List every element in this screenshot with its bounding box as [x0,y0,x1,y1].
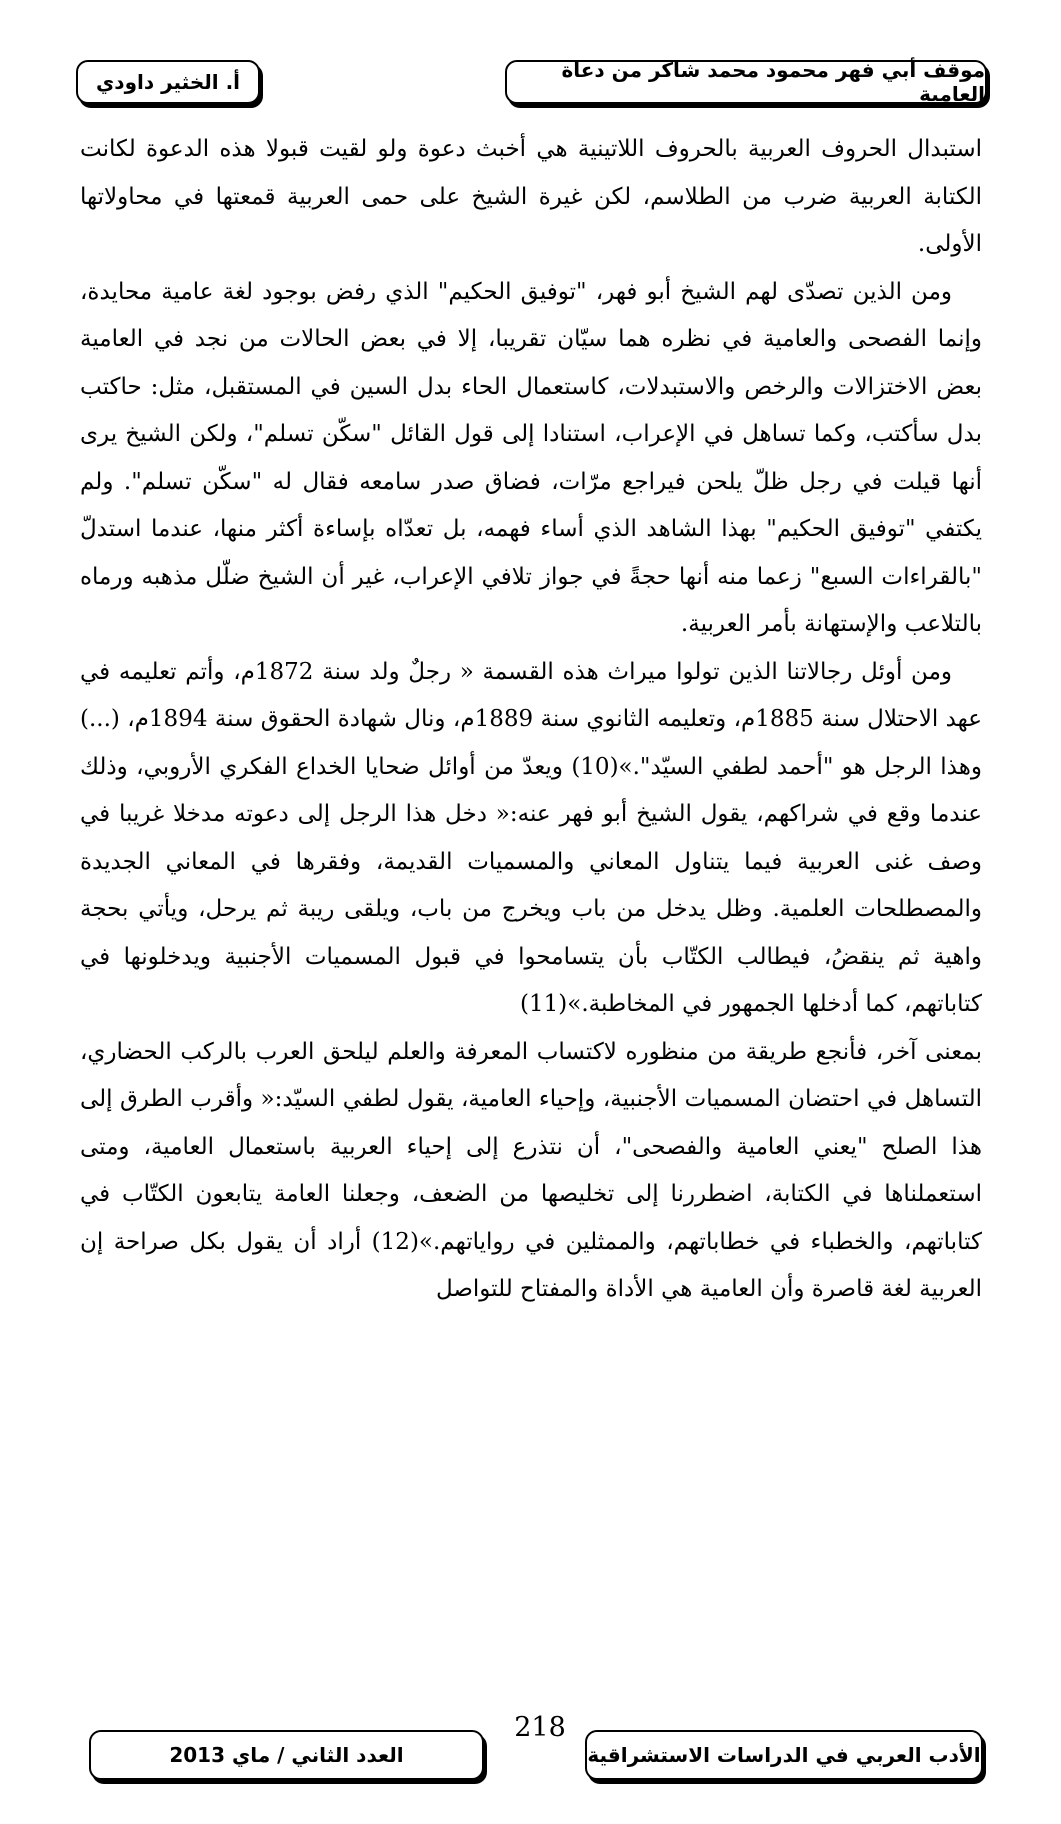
header-author: أ. الخثير داودي [95,70,241,94]
paragraph-1: استبدال الحروف العربية بالحروف اللاتينية هي أخبث دعوة ولو لقيت قبولا هذه الدعوة لكانت الكتابة العربية ضرب من الطلاسم، لكن غيرة الشيخ على حمى العربية قمعتها في محاولاتها الأولى. [80,136,982,257]
paragraph-4: بمعنى آخر، فأنجع طريقة من منظوره لاكتساب المعرفة والعلم ليلحق العرب بالركب الحضاري، التساهل في احتضان المسميات الأجنبية، وإحياء العامية، يقول لطفي السيّد:« وأقرب الطرق إلى هذا الصلح "يعني العامية والفصحى"، أن نتذرع إلى إحياء العربية باستعمال العامية، ومتى استعملناها في الكتابة، اضطررنا إلى تخليصها من الضعف، وجعلنا العامة يتابعون الكتّاب في كتاباتهم، والخطباء في خطاباتهم، والممثلين في رواياتهم.»(12) أراد أن يقول بكل صراحة إن العربية لغة قاصرة وأن العامية هي الأداة والمفتاح للتواصل [80,1038,982,1302]
footer-issue-box [89,1730,484,1780]
page-number: 218 [514,1712,566,1743]
paragraph-3: ومن أوئل رجالاتنا الذين تولوا ميراث هذه القسمة « رجلٌ ولد سنة 1872م، وأتم تعليمه في عهد الاحتلال سنة 1885م، وتعليمه الثانوي سنة 1889م، ونال شهادة الحقوق سنة 1894م، (...) وهذا الرجل هو "أحمد لطفي السيّد".»(10) ويعدّ من أوائل ضحايا الخداع الفكري الأروبي، وذلك عندما وقع في شراكهم، يقول الشيخ أبو فهر عنه:« دخل هذا الرجل إلى دعوته مدخلا غريبا في وصف غنى العربية فيما يتناول المعاني والمسميات القديمة، وفقرها في المعاني الجديدة والمصطلحات العلمية. وظل يدخل من باب ويخرج من باب، ويلقى ريبة ثم يرحل، ويأتي بحجة واهية ثم ينقضُ، فيطالب الكتّاب بأن يتسامحوا في قبول المسميات الأجنبية ويدخلونها في كتاباتهم، كما أدخلها الجمهور في المخاطبة.»(11) [80,658,982,1017]
header-title-box [505,60,987,104]
footer-journal: الأدب العربي في الدراسات الاستشراقية [587,1743,981,1767]
header-author-box [76,60,260,104]
header-title: موقف أبي فهر محمود محمد شاكر من دعاة العامية [561,58,985,106]
footer-journal-box [585,1730,983,1780]
paragraph-2: ومن الذين تصدّى لهم الشيخ أبو فهر، "توفيق الحكيم" الذي رفض بوجود لغة عامية محايدة، وإنما الفصحى والعامية في نظره هما سيّان تقريبا، إلا في بعض الحالات من نجد في العامية بعض الاختزالات والرخص والاستبدلات، كاستعمال الحاء بدل السين في المستقبل، مثل: حاكتب بدل سأكتب، وكما تساهل في الإعراب، استنادا إلى قول القائل "سكّن تسلم"، ولكن الشيخ يرى أنها قيلت في رجل ظلّ يلحن فيراجع مرّات، فضاق صدر سامعه فقال له "سكّن تسلم". ولم يكتفي "توفيق الحكيم" بهذا الشاهد الذي أساء فهمه، بل تعدّاه بإساءة أكثر منها، عندما استدلّ "بالقراءات السبع" زعما منه أنها حجةً في جواز تلافي الإعراب، غير أن الشيخ ضلّل مذهبه ورماه بالتلاعب والإستهانة بأمر العربية. [80,278,982,637]
body-text [80,126,982,1314]
footer-issue: العدد الثاني / ماي 2013 [169,1743,404,1767]
